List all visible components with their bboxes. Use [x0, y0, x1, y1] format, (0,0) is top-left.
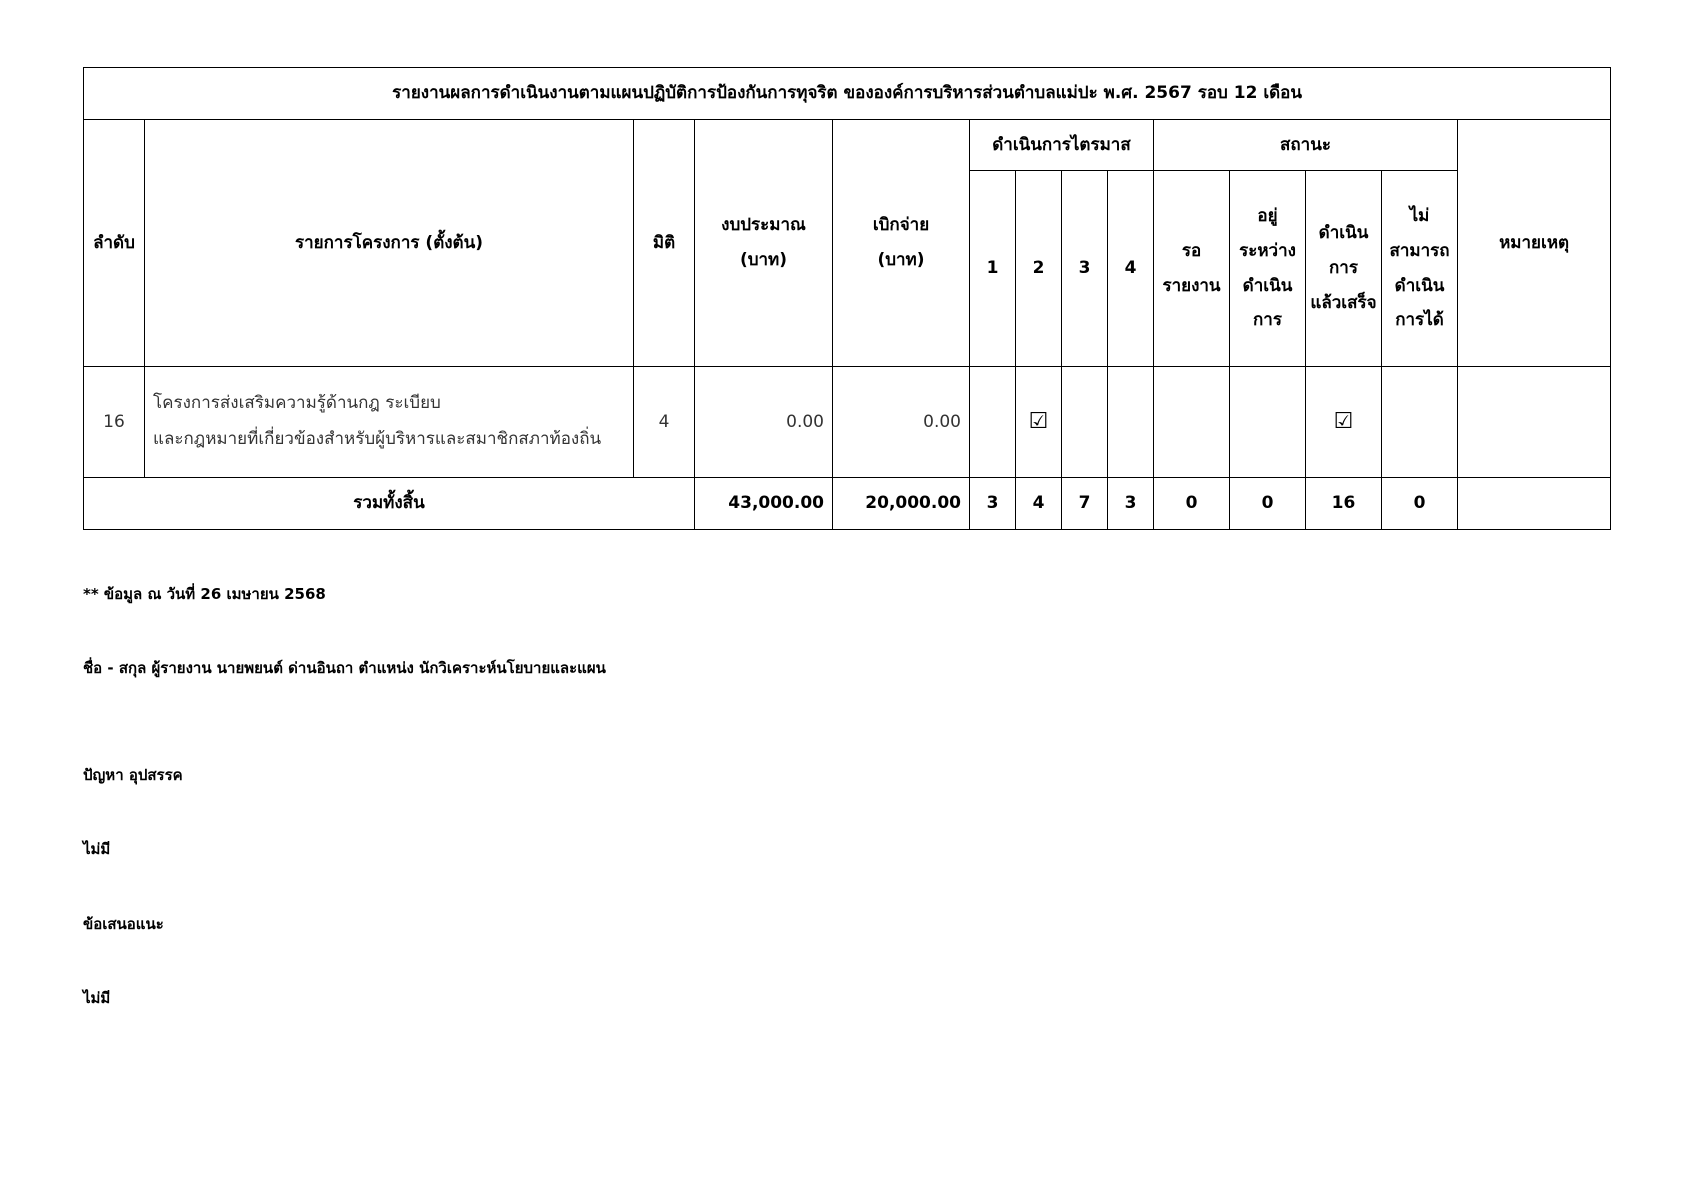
header-budget-line2: (บาท) [739, 250, 788, 270]
row-order: 16 [84, 367, 145, 478]
row-quarter-4 [1108, 367, 1154, 478]
row-status-in-progress [1230, 367, 1306, 478]
header-status-in-progress-line1: อยู่ [1257, 205, 1278, 226]
header-status-in-progress-line3: ดำเนิน [1242, 275, 1293, 296]
report-table [83, 67, 1611, 530]
checked-box-icon: ☑ [1333, 409, 1354, 435]
header-status-group: สถานะ [1154, 120, 1458, 171]
header-quarter-3: 3 [1062, 171, 1108, 367]
checked-box-icon: ☑ [1028, 409, 1049, 435]
total-status-unable: 0 [1382, 478, 1458, 530]
problems-heading: ปัญหา อุปสรรค [83, 766, 183, 784]
header-status-completed-line3: แล้วเสร็จ [1310, 292, 1377, 313]
header-status-completed [1306, 171, 1382, 367]
row-status-pending [1154, 367, 1230, 478]
header-status-unable-line4: การได้ [1395, 310, 1444, 331]
total-quarter-3: 7 [1062, 478, 1108, 530]
header-status-in-progress-line4: การ [1253, 310, 1282, 331]
header-status-pending-line1: รอ [1181, 240, 1202, 261]
row-status-unable [1382, 367, 1458, 478]
total-row [84, 478, 1611, 530]
header-dimension: มิติ [634, 120, 695, 367]
row-dimension: 4 [634, 367, 695, 478]
row-quarter-3 [1062, 367, 1108, 478]
header-disbursed-line2: (บาท) [877, 250, 925, 270]
header-quarter-group: ดำเนินการไตรมาส [970, 120, 1154, 171]
row-project-line1: โครงการส่งเสริมความรู้ด้านกฎ ระเบียบ [153, 393, 441, 414]
total-quarter-4: 3 [1108, 478, 1154, 530]
header-status-completed-line2: การ [1329, 258, 1358, 279]
header-quarter-4: 4 [1108, 171, 1154, 367]
table-row [84, 367, 1611, 478]
header-status-unable [1382, 171, 1458, 367]
row-disbursed: 0.00 [833, 367, 970, 478]
row-quarter-2 [1016, 367, 1062, 478]
header-budget [695, 120, 833, 367]
row-project [145, 367, 634, 478]
header-status-pending [1154, 171, 1230, 367]
problems-text: ไม่มี [83, 840, 111, 858]
total-remark [1458, 478, 1611, 530]
total-status-in-progress: 0 [1230, 478, 1306, 530]
header-order: ลำดับ [84, 120, 145, 367]
suggestions-text: ไม่มี [83, 989, 111, 1007]
row-remark [1458, 367, 1611, 478]
header-disbursed-line1: เบิกจ่าย [872, 215, 930, 236]
row-project-line2: และกฎหมายที่เกี่ยวข้องสำหรับผู้บริหารและสมาชิกสภาท้องถิ่น [153, 429, 602, 449]
header-status-unable-line3: ดำเนิน [1394, 275, 1445, 296]
header-budget-line1: งบประมาณ [721, 215, 806, 236]
header-quarter-2: 2 [1016, 171, 1062, 367]
header-status-in-progress [1230, 171, 1306, 367]
total-disbursed: 20,000.00 [833, 478, 970, 530]
row-quarter-1 [970, 367, 1016, 478]
header-status-in-progress-line2: ระหว่าง [1239, 240, 1296, 261]
header-quarter-1: 1 [970, 171, 1016, 367]
total-budget: 43,000.00 [695, 478, 833, 530]
total-quarter-2: 4 [1016, 478, 1062, 530]
data-date-note: ** ข้อมูล ณ วันที่ 26 เมษายน 2568 [83, 585, 326, 603]
header-status-unable-line2: สามารถ [1389, 240, 1450, 261]
header-status-completed-line1: ดำเนิน [1318, 223, 1369, 244]
total-label: รวมทั้งสิ้น [84, 478, 695, 530]
header-remark: หมายเหตุ [1458, 120, 1611, 367]
header-disbursed [833, 120, 970, 367]
suggestions-heading: ข้อเสนอแนะ [83, 915, 164, 933]
reporter-note: ชื่อ - สกุล ผู้รายงาน นายพยนต์ ด่านอินถา ตำแหน่ง นักวิเคราะห์นโยบายและแผน [83, 659, 606, 677]
total-quarter-1: 3 [970, 478, 1016, 530]
report-title: รายงานผลการดำเนินงานตามแผนปฏิบัติการป้องกันการทุจริต ขององค์การบริหารส่วนตำบลแม่ปะ พ.ศ. 2567 รอบ 12 เดือน [84, 68, 1611, 120]
total-status-completed: 16 [1306, 478, 1382, 530]
total-status-pending: 0 [1154, 478, 1230, 530]
header-status-pending-line2: รายงาน [1162, 275, 1221, 296]
header-project: รายการโครงการ (ตั้งต้น) [145, 120, 634, 367]
header-status-unable-line1: ไม่ [1409, 205, 1430, 226]
row-budget: 0.00 [695, 367, 833, 478]
row-status-completed [1306, 367, 1382, 478]
